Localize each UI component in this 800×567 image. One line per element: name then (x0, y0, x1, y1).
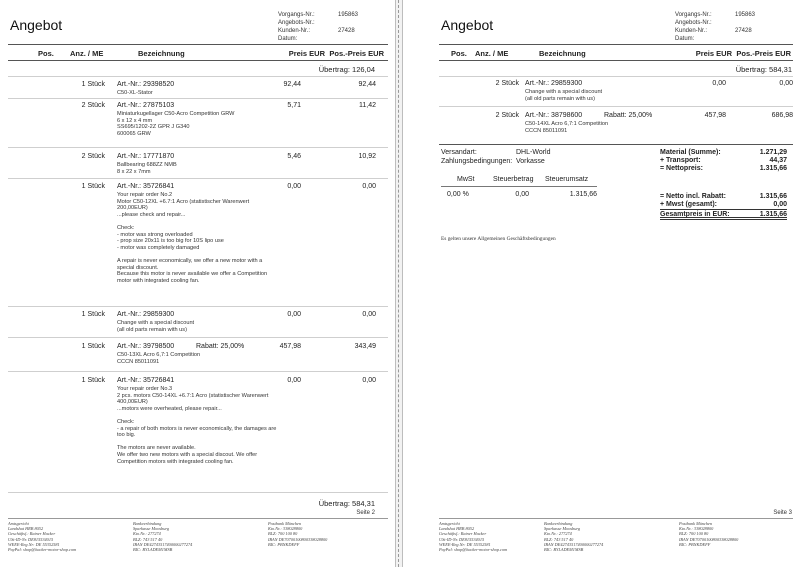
footer-line: Landshut HRB 8052 (8, 526, 44, 532)
item-total: 343,49 (354, 343, 376, 350)
offer-page-3 (402, 0, 800, 567)
vat-head-rate: MwSt (457, 176, 475, 183)
footer-line: Geschäftsf.: Rainer Hacker (439, 531, 487, 537)
col-preis: Preis EUR (695, 49, 732, 58)
footer-line: Kto.Nr.: 277274 (133, 531, 161, 537)
page-number: Seite 2 (356, 510, 375, 516)
meta-kunden-nr: 27428 (735, 28, 752, 34)
desc-line: The motors are never available. (117, 445, 196, 452)
row-divider (8, 371, 388, 372)
desc-line: 400,00EUR) (117, 399, 148, 406)
col-anz: Anz. / ME (70, 49, 104, 58)
desc-line: Change with a special discount (525, 89, 603, 95)
item-description (117, 352, 200, 365)
footer-line: BIC: PBNKDEFF (679, 541, 711, 547)
desc-line: - motor was strong overloaded (117, 231, 193, 238)
footer-line: BIC: PBNKDEFF (268, 541, 300, 547)
item-description (525, 89, 602, 102)
item-price: 457,98 (279, 343, 301, 350)
item-art-nr: Art.-Nr.: 35726841 (117, 183, 175, 190)
footer-line: BLZ: 743 517 40 (133, 536, 163, 542)
row-divider (8, 76, 388, 77)
document-title: Angebot (10, 17, 63, 33)
vat-rate: 0,00 % (447, 191, 469, 198)
payment-label: Zahlungsbedingungen: (441, 158, 513, 165)
item-price: 5,71 (287, 102, 301, 109)
item-description (117, 320, 194, 333)
footer-register (8, 521, 76, 552)
footer-postbank (679, 521, 738, 547)
row-divider (8, 178, 388, 179)
desc-line: special discount. (117, 264, 159, 271)
desc-line: Change with a special discount (117, 320, 195, 326)
item-price: 0,00 (712, 80, 726, 87)
material-value: 1.271,29 (759, 149, 787, 156)
header-rule-bottom (8, 60, 388, 61)
footer-bank (133, 521, 192, 552)
item-qty: 1 Stück (81, 343, 105, 350)
net-discount-value: 1.315,66 (759, 193, 787, 200)
desc-line: Miniaturkugellager C50-Acro Competition GRW (117, 111, 235, 117)
transport-label: + Transport: (660, 157, 701, 164)
item-price: 457,98 (704, 112, 726, 119)
shipping-label: Versandart: (441, 149, 477, 156)
header-rule-bottom (439, 60, 793, 61)
item-art-nr: Art.-Nr.: 29398520 (117, 81, 175, 88)
shipping-info (441, 149, 551, 167)
row-divider (8, 98, 388, 99)
meta-datum (735, 35, 779, 43)
document-meta (675, 11, 779, 43)
vat-total-label: + Mwst (gesamt): (660, 201, 717, 208)
meta-label-vorgang: Vorgangs-Nr.: (675, 12, 712, 18)
footer-line: IBAN DE70700100800338028800 (268, 536, 328, 542)
desc-line: Your repair order No.2 (117, 192, 173, 198)
row-divider (8, 306, 388, 307)
footer-line: Postbank München (679, 521, 713, 526)
desc-line: CCCN 85011091 (117, 358, 160, 365)
col-bezeichnung: Bezeichnung (539, 49, 586, 58)
meta-label-datum: Datum: (675, 36, 695, 42)
meta-label-kunden: Kunden-Nr.: (675, 28, 708, 34)
item-qty: 1 Stück (81, 81, 105, 88)
col-pos-preis: Pos.-Preis EUR (329, 49, 384, 58)
document-meta (278, 11, 382, 43)
item-art-nr: Art.-Nr.: 29859300 (525, 80, 583, 87)
col-pos: Pos. (38, 49, 54, 58)
net-label: = Nettopreis: (660, 165, 703, 172)
header-rule (439, 44, 793, 45)
item-description (525, 121, 608, 134)
item-total: 92,44 (358, 81, 376, 88)
net-value: 1.315,66 (759, 165, 787, 172)
desc-line: C50-13XL Acro 6,7:1 Competition (117, 352, 201, 358)
item-total: 11,42 (359, 102, 376, 109)
item-total: 686,98 (771, 112, 793, 119)
desc-line: (all old parts remain with us) (525, 95, 595, 102)
footer-line: IBAN DE42743517400000277274 (544, 541, 604, 547)
page-number: Seite 3 (773, 510, 792, 516)
item-description (117, 386, 276, 465)
col-pos: Pos. (451, 49, 467, 58)
desc-line: - motor was completely damaged (117, 244, 200, 251)
desc-line: - a repair of both motors is never economically, the damages are (117, 425, 277, 432)
meta-vorgang-nr: 195863 (735, 12, 756, 18)
footer-line: Bankverbindung (133, 521, 162, 526)
vat-total-value: 0,00 (773, 201, 787, 208)
footer-line: Landshut HRB 8052 (439, 526, 475, 532)
desc-line: SS695/1202-2Z GPR J G340 (117, 124, 190, 131)
desc-line: (all old parts remain with us) (117, 326, 187, 333)
footer-line: Amtsgericht (439, 521, 460, 526)
desc-line: ...please check and repair... (117, 211, 186, 218)
summary-rule (439, 144, 793, 145)
item-art-nr: Art.-Nr.: 27875103 (117, 102, 175, 109)
footer-line: Sparkasse Moosburg (133, 526, 170, 532)
desc-line (117, 439, 276, 446)
footer-bank (544, 521, 603, 552)
desc-line: Ballbearing 688ZZ NMB (117, 162, 177, 168)
item-total: 10,92 (358, 153, 376, 160)
item-total: 0,00 (362, 377, 376, 384)
desc-line: ...motors were overheated, please repair... (117, 405, 222, 412)
meta-label-vorgang: Vorgangs-Nr.: (278, 12, 315, 18)
item-price: 0,00 (287, 183, 301, 190)
vat-head-base: Steuerumsatz (545, 176, 589, 183)
material-label: Material (Summe): (660, 149, 721, 156)
meta-kunden-nr: 27428 (338, 28, 355, 34)
desc-line: motor with integrated cooling fan. (117, 277, 200, 284)
desc-line: - prop size 20x11 is too big for 10S lipo use (117, 238, 224, 245)
item-price: 0,00 (287, 311, 301, 318)
desc-line: too big. (117, 432, 136, 439)
footer-line: Geschäftsf.: Rainer Hacker (8, 531, 56, 537)
item-qty: 2 Stück (81, 153, 105, 160)
footer-line: PayPal: shop@hacker-motor-shop.com (8, 547, 77, 553)
grand-total-label: Gesamtpreis in EUR: (660, 211, 730, 218)
footer-line: PayPal: shop@hacker-motor-shop.com (439, 547, 508, 553)
item-price: 92,44 (283, 81, 301, 88)
footer-line: WEEE-Reg.Nr: DE 55352581 (439, 541, 491, 547)
footer-line: Kto.Nr.: 338028800 (268, 526, 303, 532)
vat-base: 1.315,66 (569, 191, 597, 198)
footer-line: WEEE-Reg.Nr: DE 55352581 (8, 541, 60, 547)
item-total: 0,00 (779, 80, 793, 87)
footer-line: USt-ID-Nr. DE815534015 (8, 536, 54, 542)
row-divider (8, 492, 388, 493)
footer-line: BIC: BYLADEM1MSB (133, 547, 173, 553)
item-art-nr: Art.-Nr.: 29859300 (117, 311, 175, 318)
desc-line: Because this motor is never available we offer a Competition (117, 271, 268, 278)
row-divider (8, 147, 388, 148)
vat-table (441, 176, 601, 206)
meta-angebot-nr (338, 19, 382, 27)
column-header (439, 47, 793, 59)
col-pos-preis: Pos.-Preis EUR (736, 49, 791, 58)
item-description (117, 192, 267, 284)
footer-rule (439, 518, 793, 519)
meta-label-angebot: Angebots-Nr.: (675, 20, 712, 26)
vat-rule (441, 186, 597, 187)
item-qty: 1 Stück (81, 377, 105, 384)
desc-line (117, 251, 267, 258)
item-art-nr: Art.-Nr.: 38798600 (525, 112, 583, 119)
desc-line: 8 x 22 x 7mm (117, 168, 151, 175)
item-total: 0,00 (362, 311, 376, 318)
footer-line: BLZ: 700 100 80 (679, 531, 709, 537)
desc-line: Check: (117, 418, 135, 425)
carry-over-top: Übertrag: 584,31 (735, 65, 792, 74)
company-footer (8, 521, 388, 565)
footer-line: IBAN DE70700100800338028800 (679, 536, 739, 542)
footer-line: Sparkasse Moosburg (544, 526, 581, 532)
desc-line: Your repair order No.3 (117, 386, 173, 392)
desc-line: Competition motors with integrated cooling fan. (117, 458, 234, 465)
desc-line: C50-XL-Stator (117, 90, 153, 96)
meta-datum (338, 35, 382, 43)
item-qty: 2 Stück (495, 112, 519, 119)
footer-line: BLZ: 743 517 40 (544, 536, 574, 542)
footer-postbank (268, 521, 327, 547)
footer-line: Amtsgericht (8, 521, 29, 526)
carry-over-bottom: Übertrag: 584,31 (318, 499, 375, 508)
company-footer (439, 521, 793, 565)
document-title: Angebot (441, 17, 494, 33)
desc-line: 200,00EUR) (117, 205, 148, 212)
grand-total-row (660, 209, 787, 220)
terms-note: Es gelten unsere Allgemeinen Geschäftsbedingungen (441, 236, 556, 242)
item-discount: Rabatt: 25,00% (604, 112, 653, 119)
row-divider (439, 106, 793, 107)
desc-line: CCCN 85011091 (525, 127, 568, 134)
net-discount-label: = Netto incl. Rabatt: (660, 193, 726, 200)
footer-line: Postbank München (268, 521, 302, 526)
item-description (117, 162, 177, 175)
footer-line: USt-ID-Nr. DE815534015 (439, 536, 485, 542)
desc-line: We offer two new motors with a special discout. We offer (117, 451, 258, 458)
desc-line: A repair is never economically, we offer a new motor with a (117, 257, 263, 264)
desc-line: 6 x 12 x 4 mm (117, 117, 153, 124)
col-preis: Preis EUR (288, 49, 325, 58)
item-total: 0,00 (362, 183, 376, 190)
meta-label-angebot: Angebots-Nr.: (278, 20, 315, 26)
item-art-nr: Art.-Nr.: 39798500 (117, 343, 175, 350)
grand-total-value: 1.315,66 (759, 211, 787, 218)
item-qty: 2 Stück (495, 80, 519, 87)
item-price: 5,46 (287, 153, 301, 160)
offer-page-2 (0, 0, 396, 567)
item-qty: 2 Stück (81, 102, 105, 109)
meta-vorgang-nr: 195863 (338, 12, 359, 18)
col-anz: Anz. / ME (475, 49, 509, 58)
column-header (8, 47, 388, 59)
payment-value: Vorkasse (516, 158, 545, 165)
shipping-value: DHL-World (516, 149, 551, 156)
item-discount: Rabatt: 25,00% (196, 343, 245, 350)
desc-line: Motor C50-12XL +6.7:1 Acro (statistischer Warenwert (117, 198, 250, 205)
footer-line: BLZ: 700 100 80 (268, 531, 298, 537)
desc-line (117, 218, 267, 225)
row-divider (439, 76, 793, 77)
item-art-nr: Art.-Nr.: 35726841 (117, 377, 175, 384)
item-qty: 1 Stück (81, 311, 105, 318)
footer-line: BIC: BYLADEM1MSB (544, 547, 584, 553)
desc-line: 2 pcs. motors C50-14XL +6.7:1 Acro (statistischer Warenwert (117, 392, 269, 399)
desc-line: Check: (117, 224, 135, 231)
footer-register (439, 521, 507, 552)
vat-amount: 0,00 (515, 191, 529, 198)
desc-line: 600065 GRW (117, 130, 151, 137)
footer-line: IBAN DE42743517400000277274 (133, 541, 193, 547)
item-qty: 1 Stück (81, 183, 105, 190)
header-rule (8, 44, 388, 45)
meta-angebot-nr (735, 19, 779, 27)
vat-head-amount: Steuerbetrag (493, 176, 534, 183)
meta-label-datum: Datum: (278, 36, 298, 42)
item-description (117, 90, 153, 97)
item-description (117, 111, 234, 137)
row-divider (8, 337, 388, 338)
col-bezeichnung: Bezeichnung (138, 49, 185, 58)
totals-block (660, 149, 787, 220)
transport-value: 44,37 (769, 157, 787, 164)
footer-line: Bankverbindung (544, 521, 573, 526)
desc-line (117, 412, 276, 419)
meta-label-kunden: Kunden-Nr.: (278, 28, 311, 34)
footer-line: Kto.Nr.: 338028800 (679, 526, 714, 532)
carry-over-top: Übertrag: 126,04 (318, 65, 375, 74)
footer-line: Kto.Nr.: 277274 (544, 531, 572, 537)
footer-rule (8, 518, 388, 519)
page-gap (398, 0, 399, 567)
desc-line: C50-14XL Acro 6,7:1 Competition (525, 121, 609, 127)
item-price: 0,00 (287, 377, 301, 384)
item-art-nr: Art.-Nr.: 17771870 (117, 153, 175, 160)
